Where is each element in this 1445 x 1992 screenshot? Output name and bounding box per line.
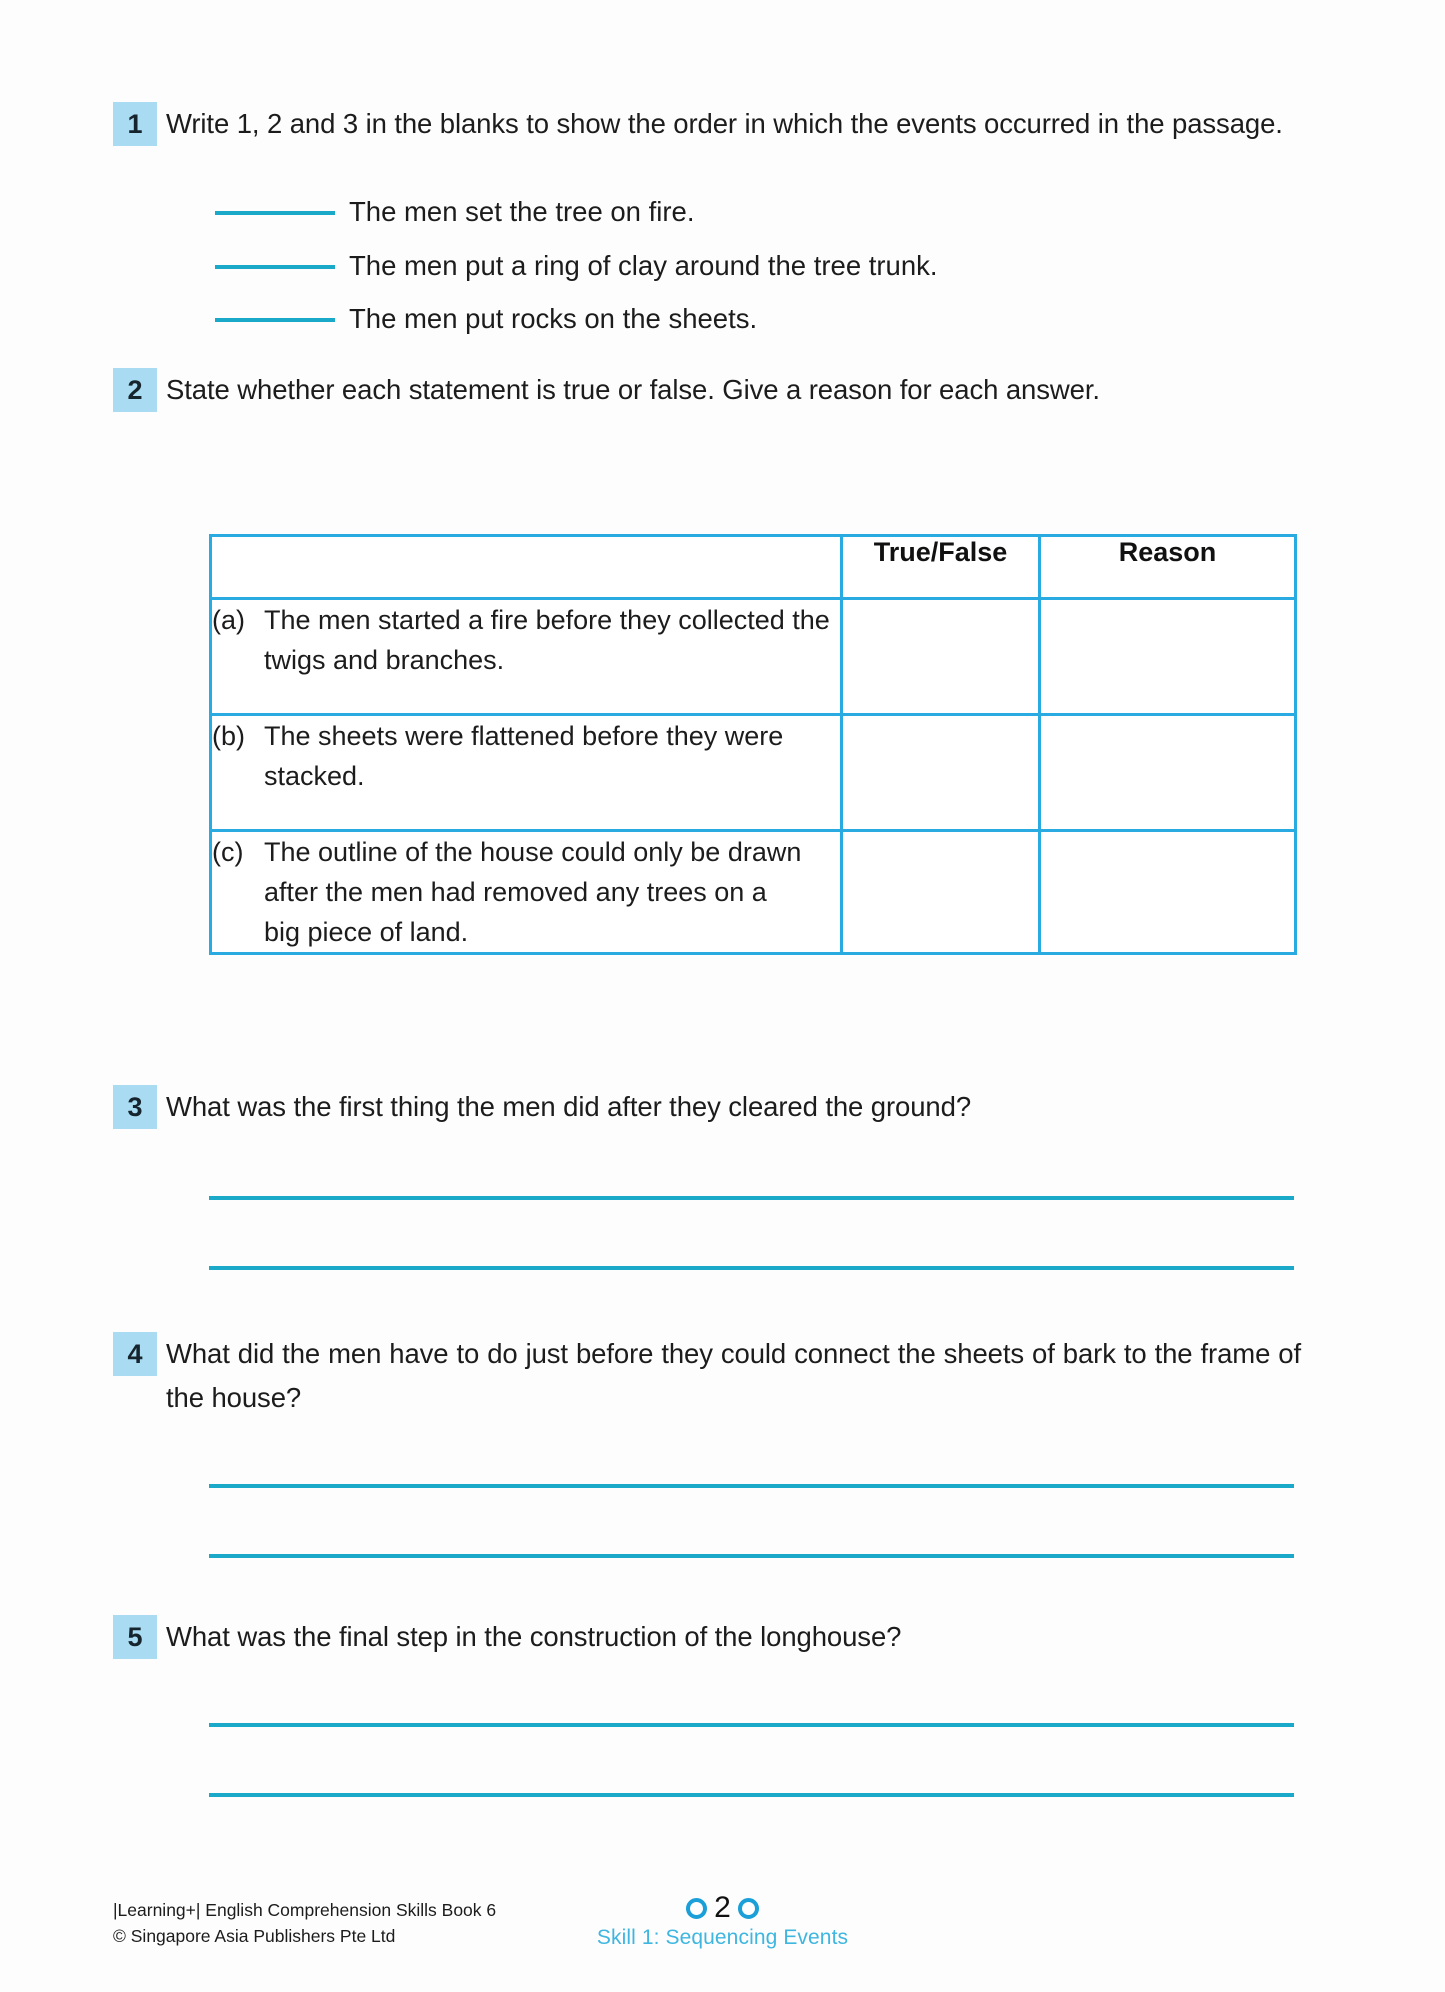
question-1 [113, 102, 1303, 146]
statement-cell-a [211, 599, 842, 715]
question-4 [113, 1332, 1303, 1420]
statement-text: The outline of the house could only be drawn after the men had removed any trees on a big piece of land. [264, 837, 802, 947]
order-blank-input-2[interactable] [215, 265, 335, 269]
question-2-number: 2 [113, 368, 157, 412]
footer-publisher: © Singapore Asia Publishers Pte Ltd [113, 1926, 396, 1946]
reason-answer-a[interactable] [1040, 599, 1296, 715]
circle-left-icon [686, 1898, 707, 1919]
question-3 [113, 1085, 1303, 1129]
order-item-label: The men put rocks on the sheets. [349, 303, 758, 334]
question-1-number: 1 [113, 102, 157, 146]
reason-answer-b[interactable] [1040, 715, 1296, 831]
true-false-answer-c[interactable] [842, 831, 1040, 954]
footer-page-block [0, 1893, 1445, 1950]
reason-answer-c[interactable] [1040, 831, 1296, 954]
order-item [215, 250, 938, 282]
header-reason: Reason [1040, 536, 1296, 599]
true-false-answer-b[interactable] [842, 715, 1040, 831]
answer-line-q3-1[interactable] [209, 1196, 1294, 1200]
table-row [211, 715, 1296, 831]
order-item [215, 196, 694, 228]
statement-letter: (c) [212, 837, 244, 867]
question-1-prompt: Write 1, 2 and 3 in the blanks to show the order in which the events occurred in the passage. [166, 108, 1283, 139]
order-item [215, 303, 757, 335]
statement-letter: (a) [212, 605, 245, 635]
true-false-answer-a[interactable] [842, 599, 1040, 715]
answer-line-q3-2[interactable] [209, 1266, 1294, 1270]
answer-line-q5-1[interactable] [209, 1723, 1294, 1727]
statement-letter: (b) [212, 721, 245, 751]
question-4-prompt: What did the men have to do just before they could connect the sheets of bark to the frame of the house? [166, 1338, 1301, 1413]
question-3-number: 3 [113, 1085, 157, 1129]
question-2 [113, 368, 1303, 412]
question-4-number: 4 [113, 1332, 157, 1376]
answer-line-q4-2[interactable] [209, 1554, 1294, 1558]
order-item-label: The men set the tree on fire. [349, 196, 695, 227]
answer-line-q4-1[interactable] [209, 1484, 1294, 1488]
page-number: 2 [714, 1891, 731, 1924]
table-header-row [211, 536, 1296, 599]
statement-cell-b [211, 715, 842, 831]
question-5 [113, 1615, 1303, 1659]
circle-right-icon [738, 1898, 759, 1919]
header-true-false: True/False [842, 536, 1040, 599]
order-blank-input-3[interactable] [215, 318, 335, 322]
question-5-prompt: What was the final step in the construction of the longhouse? [166, 1621, 902, 1652]
footer-skill-label: Skill 1: Sequencing Events [596, 1925, 849, 1949]
answer-line-q5-2[interactable] [209, 1793, 1294, 1797]
order-item-label: The men put a ring of clay around the tree trunk. [349, 250, 938, 281]
statement-cell-c [211, 831, 842, 954]
table-row [211, 599, 1296, 715]
question-2-prompt: State whether each statement is true or false. Give a reason for each answer. [166, 374, 1100, 405]
footer-book-title: |Learning+| English Comprehension Skills Book 6 [113, 1900, 497, 1920]
true-false-table [209, 534, 1297, 955]
statement-text: The men started a fire before they collected the twigs and branches. [264, 605, 830, 675]
header-statement [211, 536, 842, 599]
page-number-group [686, 1893, 759, 1923]
order-blank-input-1[interactable] [215, 211, 335, 215]
statement-text: The sheets were flattened before they were stacked. [264, 721, 784, 791]
table-row [211, 831, 1296, 954]
question-3-prompt: What was the first thing the men did after they cleared the ground? [166, 1091, 972, 1122]
question-5-number: 5 [113, 1615, 157, 1659]
